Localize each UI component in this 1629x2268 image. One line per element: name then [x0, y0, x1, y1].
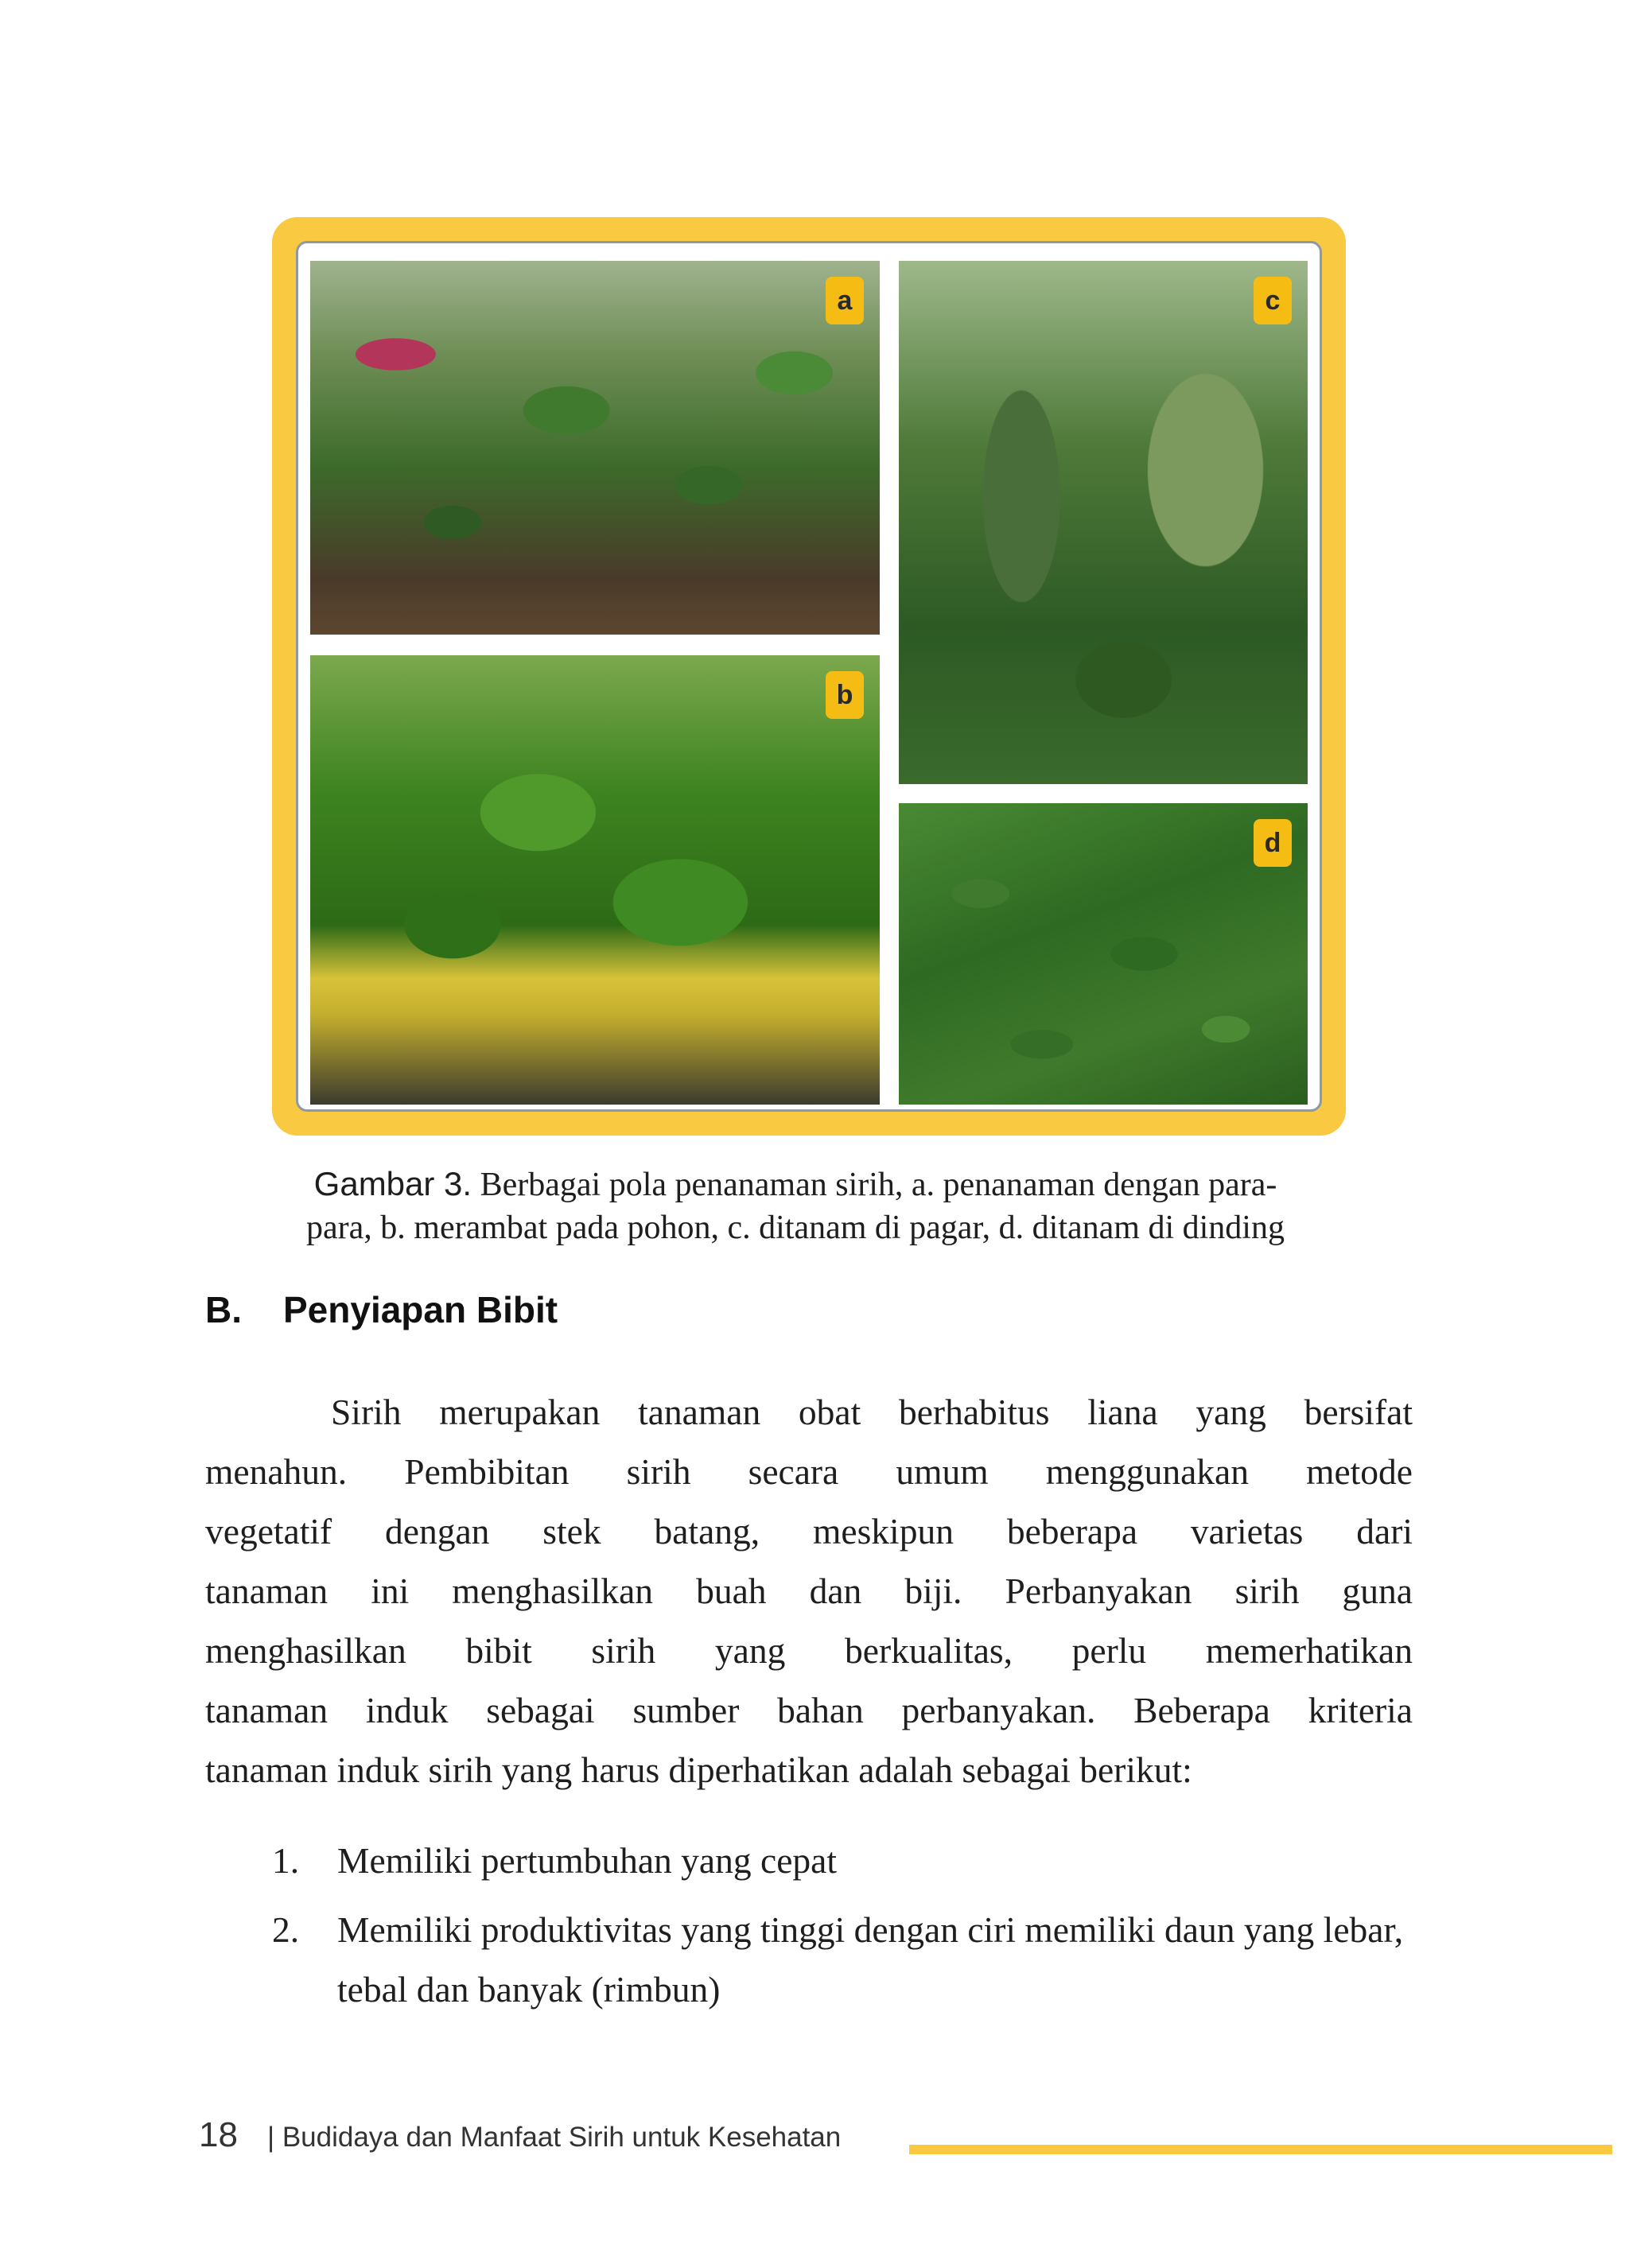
photo-b-pohon — [310, 655, 880, 1105]
caption-label: Gambar 3. — [313, 1165, 472, 1202]
paragraph-line: tanaman ini menghasilkan buah dan biji. Perbanyakan sirih guna — [205, 1571, 1413, 1611]
list-item-number: 2. — [272, 1909, 300, 1950]
list-item — [272, 1900, 1417, 2019]
criteria-list — [272, 1831, 1417, 2029]
badge-b: b — [826, 671, 864, 719]
paragraph-line: tanaman induk sebagai sumber bahan perbanyakan. Beberapa kriteria — [205, 1690, 1413, 1730]
photo-c-pagar — [899, 261, 1308, 784]
section-title: Penyiapan Bibit — [283, 1289, 558, 1330]
figure-caption — [199, 1163, 1392, 1249]
body-paragraph — [205, 1382, 1413, 1800]
list-item-text: Memiliki produktivitas yang tinggi dengan ciri memiliki daun yang lebar, tebal dan banyak (rimbun) — [337, 1909, 1404, 2010]
section-heading — [205, 1288, 558, 1331]
photo-d-dinding — [899, 803, 1308, 1105]
caption-line-1 — [199, 1163, 1392, 1206]
paragraph-line: menghasilkan bibit sirih yang berkualitas, perlu memerhatikan — [205, 1630, 1413, 1671]
list-item-text: Memiliki pertumbuhan yang cepat — [337, 1840, 837, 1881]
footer-accent-bar — [909, 2145, 1612, 2154]
caption-line-2: para, b. merambat pada pohon, c. ditanam di pagar, d. ditanam di dinding — [306, 1210, 1285, 1246]
list-item-number: 1. — [272, 1840, 300, 1881]
paragraph-line: Sirih merupakan tanaman obat berhabitus liana yang bersifat — [331, 1392, 1413, 1432]
section-number: B. — [205, 1289, 242, 1330]
badge-d: d — [1254, 819, 1292, 867]
badge-a: a — [826, 277, 864, 324]
page-number: 18 — [199, 2115, 238, 2154]
list-item — [272, 1831, 1417, 1890]
badge-c: c — [1254, 277, 1292, 324]
paragraph-line: vegetatif dengan stek batang, meskipun beberapa varietas dari — [205, 1511, 1413, 1551]
paragraph-line: tanaman induk sirih yang harus diperhatikan adalah sebagai berikut: — [205, 1750, 1192, 1790]
caption-text-1: Berbagai pola penanaman sirih, a. penanaman dengan para- — [480, 1167, 1277, 1203]
paragraph-line: menahun. Pembibitan sirih secara umum menggunakan metode — [205, 1451, 1413, 1492]
running-footer-title: | Budidaya dan Manfaat Sirih untuk Kesehatan — [267, 2122, 842, 2153]
photo-a-para-para — [310, 261, 880, 635]
